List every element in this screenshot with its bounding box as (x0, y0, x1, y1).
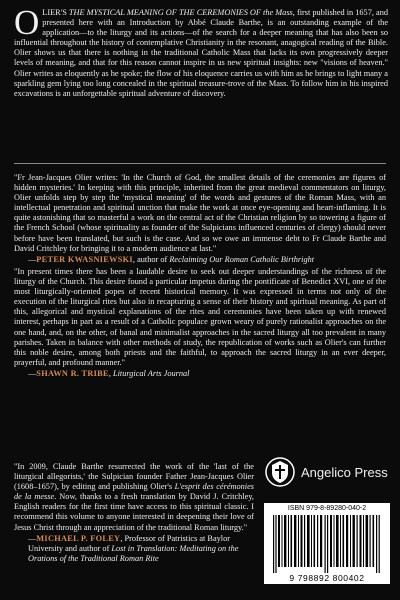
quote-publication: Liturgical Arts Journal (112, 368, 190, 378)
quote-attribution: —SHAWN R. TRIBE, Liturgical Arts Journal (28, 368, 190, 378)
intro-paragraph (14, 3, 388, 99)
quote-book-title: Reclaiming Our Roman Catholic Birthright (169, 254, 315, 264)
publisher-logo (265, 456, 391, 488)
quote-text-end: . Now, thanks to a fresh translation by David J. Critchley, English readers for the first time have access to this spiritual classic. I recommend this volume to anyone interested in deepening their love of Jesus Christ through an appreciation of the traditional Roman liturgy." (14, 492, 254, 532)
intro-text-start: LIER'S (42, 8, 69, 17)
quote-text-start: "In 2009, Claude Barthe resurrected the work of the 'last of the liturgical allegorists,' the Sulpician founder Father Jean-Jacques Olier (1608–1657), by editing and publishing Olier's (14, 462, 254, 492)
quote-author: MICHAEL P. FOLEY (36, 533, 121, 543)
quote-affiliation: , (108, 368, 113, 378)
quote-text: "In present times there has been a laudable desire to seek out deeper understandings of the richness of the liturgy of the Church. This desire found a particular impetus during the pontificate of Benedict XVI, one of the most liturgically-oriented popes of recent historical memory. It was expressed in terms not only of the execution of the liturgical rites but also in recapturing a sense of their history and spiritual meaning. As part of this, allegorical and mystical explanations of the rites and ceremonies have been taken up with renewed interest, perhaps in part as a result of a Catholic populace grown weary of purely rationalist approaches on the one hand, and, on the other, of banal and minimalist approaches in the sacred liturgy all too prevalent in many parishes. Taken in balance with other methods of study, the republication of works such as Olier's can further this noble desire, among both priests and the faithful, to approach the sacred liturgy in an ever deeper, prayerful, and profound manner." (14, 267, 386, 367)
endorsement-kwasniewski (14, 173, 386, 265)
barcode (264, 503, 390, 584)
endorsement-tribe (14, 267, 386, 379)
book-title: THE MYSTICAL MEANING OF THE CEREMONIES OF the Mass (68, 8, 293, 17)
drop-cap: O (14, 3, 40, 42)
intro-text-body: , first published in 1657, and presented here with an Introduction by Abbé Claude Barthe, is an outstanding example of the application—to the liturgy and its actions—of the search for a deeper meaning that has also been so influential throughout the history of contemplative Christianity in the resonant, anagogical reading of the Bible. Olier shows us that there is nothing in the traditional Catholic Mass that lacks its own progressively deeper levels of meaning, and that for this reason cannot inspire in us new spiritual insights: new "visions of heaven." Olier writes as eloquently as he spoke; the flow of his eloquence carries us with him as he brings to light many a sparkling gem lying too long concealed in the spiritual treasure-trove of the Mass. To follow him in his inspired excavations is an unforgettable spiritual adventure of discovery. (14, 8, 388, 98)
quote-affiliation: , author of (132, 254, 170, 264)
quote-author: SHAWN R. TRIBE (36, 368, 109, 378)
quote-book-title-2: Lost in Translation: Meditating on the Orations of the Traditional Roman Rite (28, 543, 239, 563)
quote-attribution: —MICHAEL P. FOLEY, Professor of Patristics at Baylor University and author of Lost in Translation: Meditating on the Orations of the Traditional Roman Rite (28, 533, 239, 563)
quote-attribution: —PETER KWASNIEWSKI, author of Reclaiming Our Roman Catholic Birthright (28, 254, 315, 264)
quote-text: "Fr Jean-Jacques Olier writes: 'In the Church of God, the smallest details of the ceremonies are figures of hidden mysteries.' In keeping with this principle, inherited from the great medieval commentators on liturgy, Olier unfolds step by step the 'mystical meaning' of the words and gestures of the Roman Mass, with an intellectual penetration and spiritual unction that make the work at once eye-opening and heart-inflaming. It is quite astonishing that so masterful a work on the central act of the Christian religion by so towering a figure of the French School (whose spirituality as founder of the Sulpicians influenced centuries of clergy) should never before have been translated, but such is the case. And so we owe an immense debt to Fr Claude Barthe and David Critchley for bringing it to a modern audience at last." (14, 173, 386, 253)
endorsement-foley (14, 462, 254, 564)
barcode-number: 9 798892 800402 (289, 573, 365, 583)
quote-book-title: L'esprit des cérémonies de la messe (14, 482, 255, 502)
isbn-label: ISBN 979-8-89280-040-2 (287, 505, 367, 512)
divider-top (14, 163, 386, 164)
publisher-name: Angelico Press (301, 465, 388, 480)
angelico-shield-icon (265, 457, 295, 487)
quote-affiliation: , Professor of Patristics at Baylor University and author of (28, 533, 231, 553)
quote-author: PETER KWASNIEWSKI (36, 254, 133, 264)
barcode-bars (273, 515, 381, 573)
